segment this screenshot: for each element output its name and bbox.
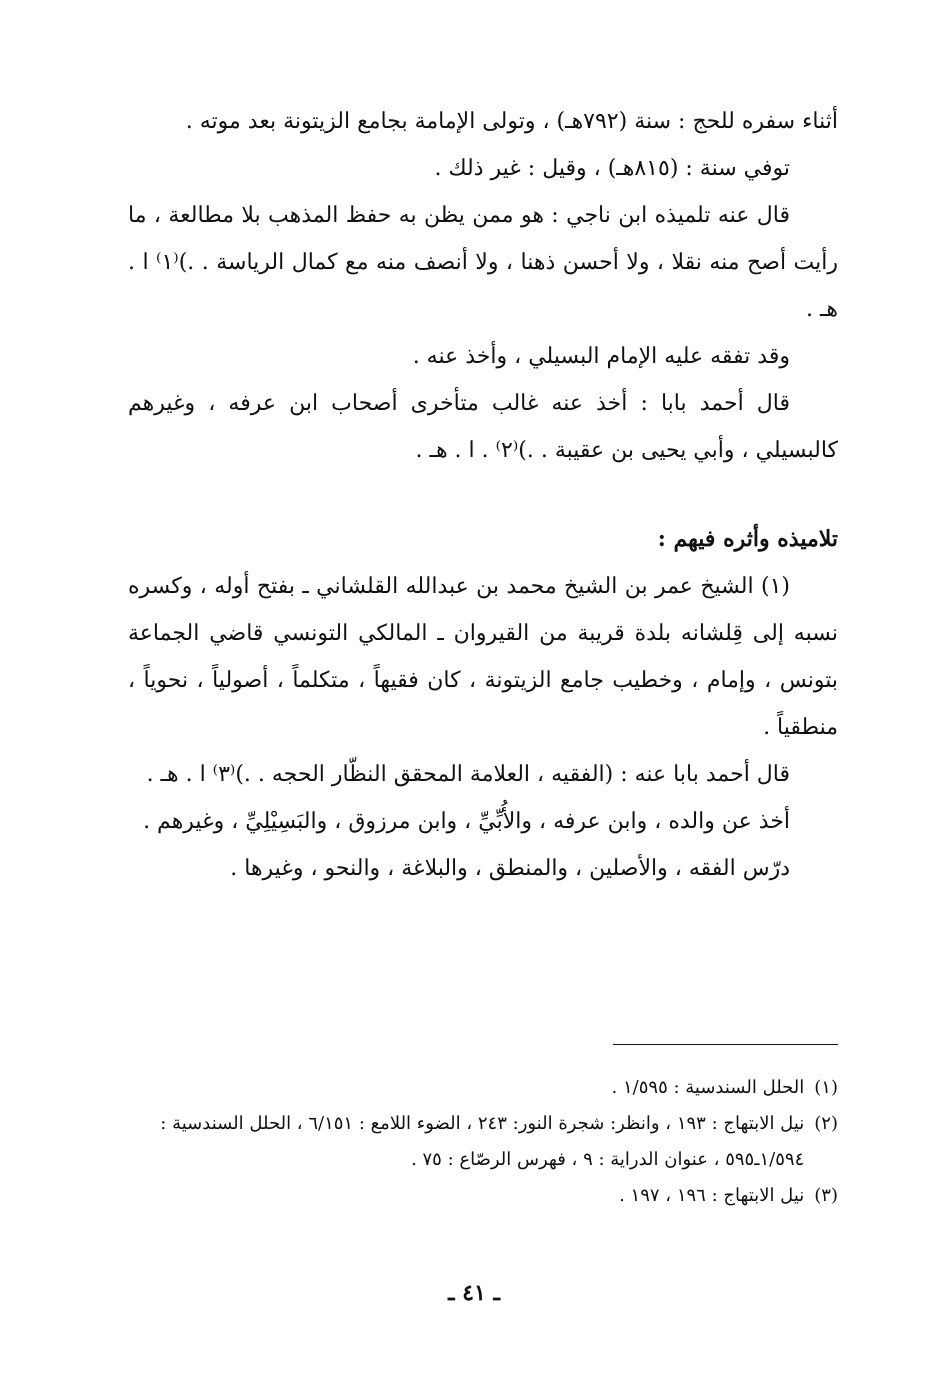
page-number: ـ ٤١ ـ xyxy=(448,1280,500,1306)
footnote-separator xyxy=(613,1044,838,1045)
footnote-text: نيل الابتهاج : ١٩٦ ، ١٩٧ . xyxy=(619,1185,805,1206)
paragraph-subjects: درّس الفقه ، والأصلين ، والمنطق ، والبلاغة ، والنحو ، وغيرها . xyxy=(230,856,790,881)
footnote-number: (١) xyxy=(814,1077,838,1098)
footnote-text: الحلل السندسية : ١/٥٩٥ . xyxy=(611,1077,805,1098)
paragraph-teachers: أخذ عن والده ، وابن عرفه ، والأُبِّيِّ ، وابن مرزوق ، والبَسِيْلِيِّ ، وغيرهم . xyxy=(143,809,790,834)
paragraph-ibn-naji-quote: قال عنه تلميذه ابن ناجي : هو ممن يظن به حفظ المذهب بلا مطالعة ، ما رأيت أصح منه نقلا ، ولا أحسن ذهنا ، ولا أنصف منه مع كمال الرياسة . .)⁽١⁾ ا . هـ . xyxy=(128,203,838,322)
footnotes xyxy=(128,1070,838,1214)
paragraph-basili: وقد تفقه عليه الإمام البسيلي ، وأخذ عنه . xyxy=(412,344,790,369)
footnote-item xyxy=(128,1178,838,1214)
footnote-text: نيل الابتهاج : ١٩٣ ، وانظر: شجرة النور: ٢٤٣ ، الضوء اللامع : ٦/١٥١ ، الحلل السندسية : ١/٥٩٤ـ٥٩٥ ، عنوان الدراية : ٩ ، فهرس الرصّاع : ٧٥ . xyxy=(160,1113,805,1170)
paragraph-death: توفي سنة : (٨١٥هـ) ، وقيل : غير ذلك . xyxy=(434,156,790,181)
section-gap xyxy=(128,474,838,516)
footnote-number: (٣) xyxy=(814,1185,838,1206)
paragraph-ahmad-baba-on-student: قال أحمد بابا عنه : (الفقيه ، العلامة المحقق النظّار الحجه . .)⁽٣⁾ ا . هـ . xyxy=(146,762,790,787)
footnote-item xyxy=(128,1106,838,1178)
footnote-number: (٢) xyxy=(814,1113,838,1134)
paragraph-hajj: أثناء سفره للحج : سنة (٧٩٢هـ) ، وتولى الإمامة بجامع الزيتونة بعد موته . xyxy=(185,109,838,134)
footnote-item xyxy=(128,1070,838,1106)
main-text xyxy=(128,98,838,892)
paragraph-ahmad-baba-quote: قال أحمد بابا : أخذ عنه غالب متأخرى أصحاب ابن عرفه ، وغيرهم كالبسيلي ، وأبي يحيى بن عقيبة . .)⁽٢⁾ . ا . هـ . xyxy=(128,391,838,463)
section-heading: تلاميذه وأثره فيهم : xyxy=(657,526,838,552)
paragraph-student-1: (١) الشيخ عمر بن الشيخ محمد بن عبدالله القلشاني ـ بفتح أوله ، وكسره نسبه إلى قِلشانه بلدة قريبة من القيروان ـ المالكي التونسي قاضي الجماعة بتونس ، وإمام ، وخطيب جامع الزيتونة ، كان فقيهاً ، متكلماً ، أصولياً ، نحوياً ، منطقياً . xyxy=(128,574,838,740)
